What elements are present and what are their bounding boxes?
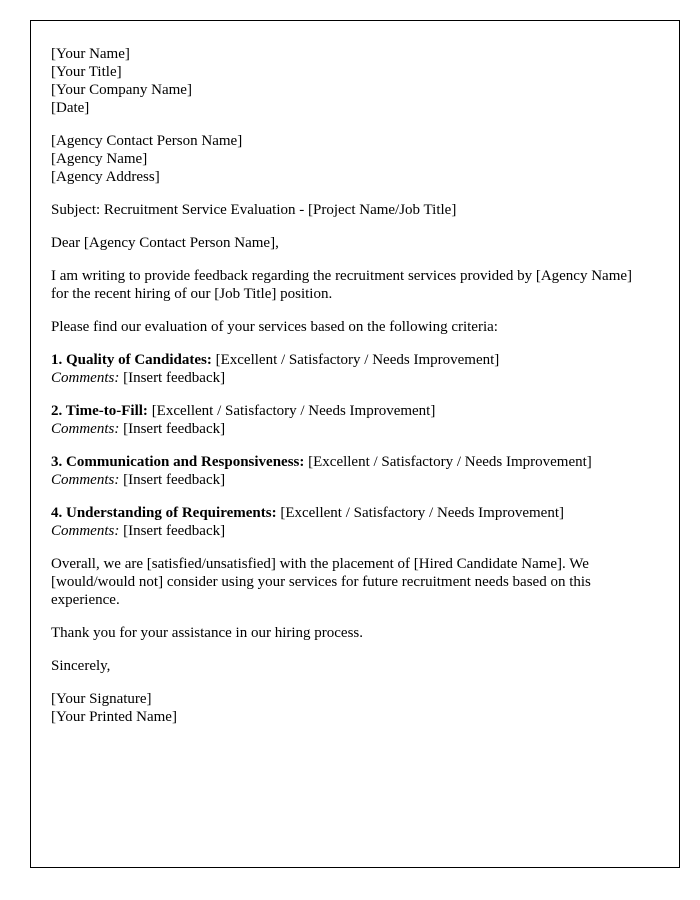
criterion-1-comments-value: [Insert feedback] (123, 370, 226, 386)
recipient-agency-address: [Agency Address] (51, 169, 160, 185)
criterion-4-comments-value: [Insert feedback] (123, 523, 226, 539)
criterion-4 (51, 504, 634, 540)
recipient-block (51, 132, 634, 186)
salutation: Dear [Agency Contact Person Name], (51, 235, 279, 251)
criterion-3 (51, 453, 634, 489)
criterion-1-comments-label: Comments: (51, 370, 120, 386)
signature-block (51, 690, 634, 726)
criterion-1 (51, 351, 634, 387)
sender-title: [Your Title] (51, 64, 122, 80)
printed-name: [Your Printed Name] (51, 709, 177, 725)
recipient-agency-name: [Agency Name] (51, 151, 148, 167)
criterion-4-comments-label: Comments: (51, 523, 120, 539)
criterion-2 (51, 402, 634, 438)
criterion-3-comments-label: Comments: (51, 472, 120, 488)
letter-border-frame (30, 20, 680, 868)
criterion-1-label: 1. Quality of Candidates: (51, 352, 212, 368)
criterion-2-comments-value: [Insert feedback] (123, 421, 226, 437)
sender-name: [Your Name] (51, 46, 130, 62)
criterion-1-rating: [Excellent / Satisfactory / Needs Improvement] (215, 352, 500, 368)
sender-block (51, 45, 634, 117)
intro-paragraph: I am writing to provide feedback regarding the recruitment services provided by [Agency Name] for the recent hiring of our [Job Title] position. (51, 268, 633, 302)
thanks-paragraph: Thank you for your assistance in our hiring process. (51, 625, 364, 641)
criteria-intro: Please find our evaluation of your services based on the following criteria: (51, 319, 498, 335)
criterion-2-comments-label: Comments: (51, 421, 120, 437)
subject-line: Subject: Recruitment Service Evaluation - [Project Name/Job Title] (51, 202, 457, 218)
criterion-2-label: 2. Time-to-Fill: (51, 403, 148, 419)
criterion-4-rating: [Excellent / Satisfactory / Needs Improvement] (280, 505, 564, 521)
criterion-3-rating: [Excellent / Satisfactory / Needs Improvement] (308, 454, 592, 470)
recipient-contact-name: [Agency Contact Person Name] (51, 133, 243, 149)
criterion-3-label: 3. Communication and Responsiveness: (51, 454, 305, 470)
criterion-4-label: 4. Understanding of Requirements: (51, 505, 277, 521)
criterion-3-comments-value: [Insert feedback] (123, 472, 226, 488)
criterion-2-rating: [Excellent / Satisfactory / Needs Improvement] (151, 403, 436, 419)
closing: Sincerely, (51, 658, 111, 674)
signature: [Your Signature] (51, 691, 152, 707)
overall-paragraph: Overall, we are [satisfied/unsatisfied] with the placement of [Hired Candidate Name]. We [would/would not] consider using your services for future recruitment needs based on this experience. (51, 556, 591, 608)
sender-company: [Your Company Name] (51, 82, 192, 98)
letter-date: [Date] (51, 100, 90, 116)
